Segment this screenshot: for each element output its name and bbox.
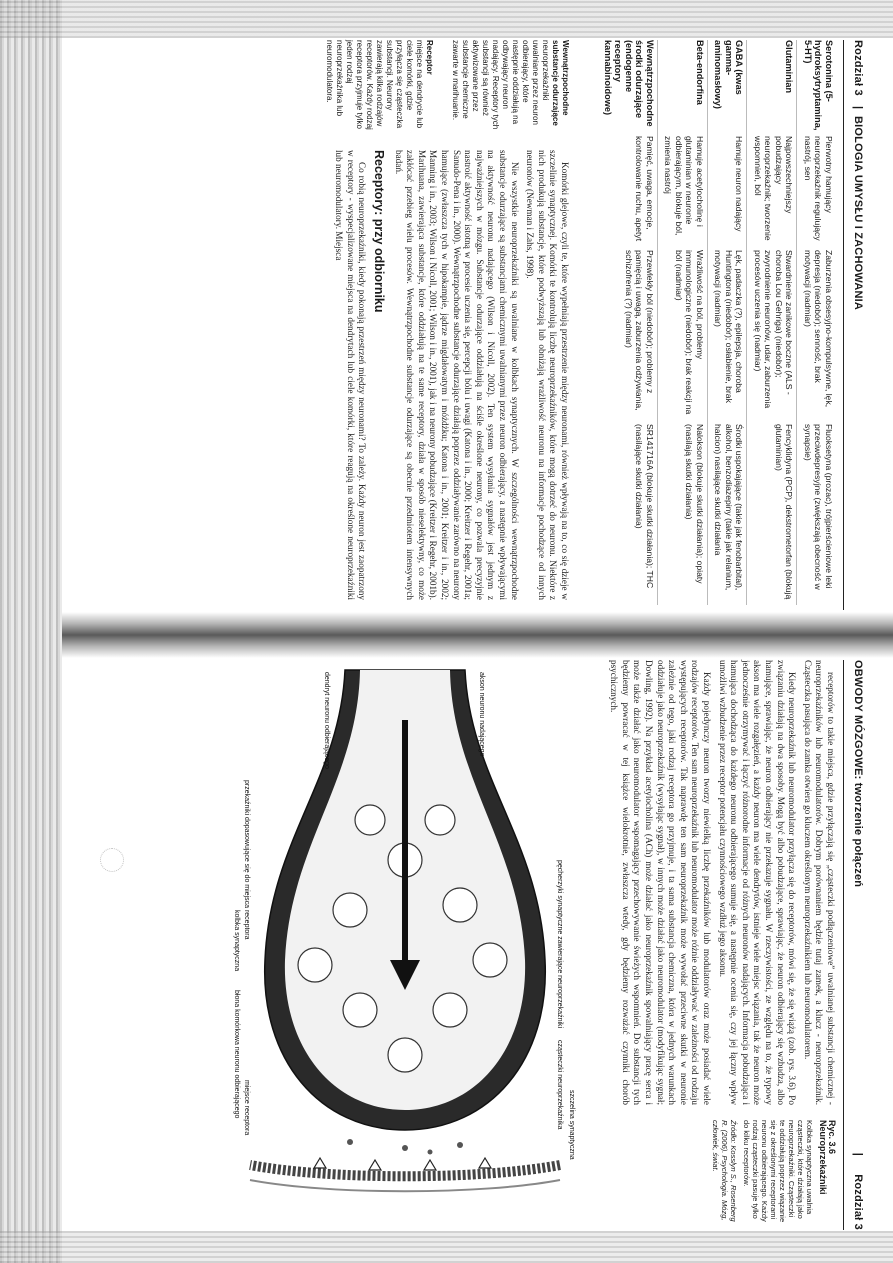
nt-function: Pamięć, uwaga, emocje, kontrolowanie ruchu, apetyt: [598, 136, 658, 250]
nt-drugs: Fencyklidyna (PCP), dekstrometorfan (blokują glutaminian): [747, 424, 797, 605]
paragraph: Nie wszystkie neuroprzekaźniki są uwalniane w kolbkach synaptycznych. W szczególności wewnątrzpochodne substancje odurzające są substancjami chemicznymi uwalnianymi przez neuron odbierający, a następnie wpływającymi na aktywność neuronu nadającego (Wilson i Nicoll, 2002). Ten system wysyłania sygnałów jest jednym z najważniejszych w mózgu. Substancje odurzające oddziałują na ściśle określone neurony, co pozwala precyzyjnie nastroić aktywność istotną w procesie uczenia się, percepcji bólu i uwagi (Katona i in., 2000; Kreitzer i Regehr, 2001a; Sanudo-Pena i in., 2000). Wewnątrzpochodne substancje odurzające działają poprzez oddziaływanie zarówno na neurony hamujące (zwłaszcza tych w hipokampie, jądrze migdałowatym i móżdżku; Katona i in., 2001; Kreitzer i in., 2002; Manning i in., 2003; Wilson i Nicoll, 2001; Wilson i in., 2001), jak i na neurony pobudzające (Kreitzer i Regehr, 2001b). Marihuana, zawierająca substancje, które oddziałują na te same receptory, działa w sposób nieselektywny, co może zakłócać przebieg wielu procesów. Wewnątrzpochodne substancje odurzające są obecnie przedmiotem intensywnych badań.: [393, 150, 520, 600]
label-membrane: błona komórkowa neuronu odbierającego: [233, 990, 240, 1119]
table-row: [658, 40, 708, 605]
vesicle: [433, 993, 467, 1027]
molecule: [457, 1142, 463, 1148]
header-separator: |: [852, 106, 864, 110]
paragraph: Każdy pojedynczy neuron tworzy niewielką liczbę przekaźników lub modulatorów oraz może posiadać wiele rodzajów receptorów. Ten sam neuroprzekaźnik lub neuromodulator może różnie oddziaływać w zależności od rodzaju występujących receptorów. Tak naprawdę ten sam neuroprzekaźnik może wywołać przeciwne skutki w neuronie zależnie od tego, jaki rodzaj receptora go przyjmuje, i ta sama substancja chemiczna, która w jednych warunkach oddziałuje jako neuroprzekaźnik (wysyłając sygnał), w innych może działać jako neuromodulator (modyfikując sygnał; Dowling, 1992). Na przykład acetylocholina (ACh) może działać jako neuroprzekaźnik spowalniający pracę serca i może także działać jako neuromodulator wspomagający przechowywanie świeżych wspomnień. Do substancji tych będziemy powracać w tej książce wielokrotnie, zwłaszcza wtedy, gdy będziemy rozważać czynniki chorób psychicznych.: [609, 660, 713, 1105]
nt-name: Wewnątrzpochodne środki odurzające (endogenne receptory kannabinoidowe): [598, 40, 658, 136]
running-head: [844, 40, 870, 610]
receptor-site: [314, 1158, 326, 1168]
running-head: [844, 660, 870, 1230]
pencil-mark: [100, 848, 124, 872]
nt-function: Najpowszechniejszy pobudzający neuroprzekaźnik; tworzenie wspomnień, ból: [747, 136, 797, 250]
nt-function: Pierwotny hamujący neuroprzekaźnik regulujący nastrój, sen: [803, 136, 834, 241]
vesicle: [343, 993, 377, 1027]
vesicle: [425, 805, 455, 835]
nt-disorders: Stwardnienie zanikowe boczne (ALS - choroba Lou Gehriga) (niedobór); zwyrodnienie neuronów, udar, zaburzenia procesów uczenia się (nadmiar): [747, 250, 797, 424]
nt-name: GABA (kwas gamma-aminomasłowy): [708, 40, 748, 136]
receptor-site: [424, 1160, 436, 1170]
figure-number: Ryc. 3.6: [827, 1120, 837, 1155]
vesicle: [355, 805, 385, 835]
table-row: [708, 40, 748, 605]
glossary-term: Wewnątrzpochodne substancje odurzające: [551, 40, 570, 126]
nt-drugs: Środki uspokajające (takie jak fenobarbital), alkohol, benzodiazepiny (takie jak relanium, halcion) nasilające skutki działania: [708, 424, 748, 605]
scan-edge-bottom: [0, 1231, 893, 1263]
body-text: [329, 150, 570, 600]
paragraph: receptorów to takie miejsca, gdzie przyłączają się „cząsteczki podłączeniowe” uwalnianej substancji chemicznej - neuroprzekaźników lub neuromodulatorów. Dobrym porównaniem będzie tutaj zamek, a klucz - neuroprzekaźnik. Cząsteczka pasująca do zamka otwiera go kluczem określonym neuroprzekaźnikiem lub neuromodulatorem.: [802, 660, 836, 1105]
neurotransmitter-table: [598, 40, 837, 605]
figure-title: Neuroprzekaźniki: [818, 1120, 828, 1195]
glossary-sidebar: [308, 40, 570, 135]
chapter-title: BIOLOGIA UMYSŁU I ZACHOWANIA: [852, 116, 864, 311]
paragraph: Komórki glejowe, czyli te, które wypełniają przestrzenie między neuronami, również wpływają na to, co się dzieje w szczelinie synaptycznej. Komórki te kontrolują liczbę neuroprzekaźników, które mogą dotrzeć do neuronu. Niektóre z nich produkują substancje, które podwyższają lub obniżają wrażliwość neuronu na informacje pochodzące od innych neuronów (Newman i Zahs, 1998).: [525, 150, 570, 600]
nt-name: Serotonina (5-hydroksytryptamina, 5-HT): [803, 40, 834, 131]
scan-edge-top: [0, 0, 893, 38]
nt-drugs: Nalokson (blokuje skutki działania); opiaty (nasilają skutki działania): [658, 424, 708, 605]
chapter-label: Rozdział 3: [852, 40, 864, 96]
vesicle: [298, 948, 332, 982]
glossary-term: Receptor: [425, 40, 434, 75]
nt-disorders: Przewlekły ból (niedobór); problemy z pamięcią i uwagą, zaburzenia odżywiania, schizofrenia (?) (nadmiar): [598, 250, 658, 424]
nt-drugs: Fluoksetyna (prozac), trójpierścieniowe leki przeciwdepresyjne (zwiększają obecność w synapsie): [803, 424, 834, 590]
label-terminal-button: kolbka synaptyczna: [233, 910, 240, 972]
nt-disorders: Zaburzenia obsesyjno-kompulsywne, lęk, depresja (niedobór); senność, brak motywacji (nadmiar): [803, 250, 834, 408]
table-row: [797, 40, 836, 605]
vesicle: [333, 893, 367, 927]
molecule: [428, 1150, 433, 1155]
body-text: [604, 660, 836, 1105]
figure-caption: [711, 1120, 836, 1225]
book-gutter: [62, 612, 893, 658]
nt-disorders: Wrażliwość na ból, problemy immunologiczne (niedobór); brak reakcji na ból (nadmiar): [658, 250, 708, 424]
nt-disorders: Lęk, padaczka (?), epilepsja, choroba Huntingtona (niedobór); osłabienie, brak motywacji (nadmiar): [708, 250, 748, 424]
page-left-chapter-3: [70, 40, 870, 610]
page-right-chapter-3: [70, 660, 870, 1230]
table-row: [747, 40, 797, 605]
glossary-entry: [324, 40, 434, 135]
label-axon-sending: akson neuronu nadającego: [478, 672, 485, 757]
nt-function: Hamuje acetylocholinę i glutaminian w neuronie odbierającym, blokuje ból, zmienia nastrój: [658, 136, 708, 250]
scan-edge-left: [0, 0, 62, 1263]
figure-caption-text: Kolbka synaptyczna uwalnia cząsteczki, które działają jako neuroprzekaźniki. Cząsteczki te oddziałują poprzez wiązanie się z określonymi receptorami neuronu odbierającego. Każdy rodzaj cząsteczki pasuje tylko do kilku receptorów.: [742, 1120, 814, 1223]
chapter-title: OBWODY MÓZGOWE: tworzenie połączeń: [852, 660, 864, 888]
glossary-definition: miejsce na dendrycie lub ciele komórki, gdzie przyłącza się cząsteczka substancji. Neurony zawierają kilka rodzajów receptorów. Każdy rodzaj receptora przyjmuje tylko jeden rodzaj neuroprzekaźnika lub neuromodulatora.: [325, 40, 424, 130]
label-molecules: cząsteczki neuroprzekaźnika: [556, 1040, 563, 1130]
header-separator: |: [852, 1152, 864, 1156]
receptor-sites: [314, 1158, 491, 1170]
nt-name: Beta-endorfina: [658, 40, 708, 136]
table-row: [598, 40, 658, 605]
vesicle: [388, 1038, 422, 1072]
header-rule: [843, 40, 844, 610]
receptor-site: [369, 1160, 381, 1170]
label-dendrite: dendryt neuronu odbierającego: [323, 672, 330, 769]
vesicle: [443, 888, 477, 922]
label-receptor-site: miejsce receptora: [243, 1080, 250, 1136]
receptor-site: [479, 1158, 491, 1168]
chapter-label: Rozdział 3: [852, 1174, 864, 1230]
glossary-definition: neuroprzekaźniki uwalniane przez neuron odbierający, które następnie oddziałują na odbywający neuron nadający. Receptory tych substancji są również aktywizowane przez substancje chemiczne zawarte w marihuanie.: [451, 40, 550, 130]
figure-credit: Źródło: Kosslyn S., Rosenberg R. (2006). Psychologia. Mózg, człowiek, świat.: [711, 1120, 738, 1222]
neurotransmitter-molecules: [347, 1139, 463, 1155]
nt-drugs: SR141716A (blokuje skutki działania); THC (nasilające skutki działania): [598, 424, 658, 605]
paragraph: Kiedy neuroprzekaźnik lub neuromodulator przyłącza się do receptorów, mówi się, że się wiążą (zob. rys. 3.6). Po związaniu działają na dwa sposoby. Mogą być albo pobudzające, sprawiając, że neuron odbierający się wzbudza, albo hamujące, sprawiając, że neuron odbierający nie przekazuje sygnału. W rzeczywistości, ze względu na to, że typowy akson ma wiele rozgałęzień, a każdy neuron ma wiele dendrytów, istnieje wiele miejsc wiązania, tak że neuron może jednocześnie otrzymywać i łączyć różnorodne informacje od różnych neuronów nadających. Informacja pobudzająca i hamująca dochodząca do każdego neuronu odbierającego sumuje się, a następnie ocenia się, czy jej łączny wpływ umożliwi wzbudzenie przez receptor potencjału czynnościowego wzdłuż jego aksonu.: [717, 660, 798, 1105]
nt-name: Glutaminian: [747, 40, 797, 136]
molecule: [402, 1145, 408, 1151]
label-vesicles: pęcherzyki synaptyczne zawierające neuroprzekaźniki: [556, 860, 563, 1029]
section-heading: Receptory: przy odbiorniku: [372, 150, 387, 313]
label-bound: przekaźniki dopasowujące się do miejsca receptora: [243, 780, 250, 940]
glossary-entry: [450, 40, 570, 135]
molecule: [347, 1139, 353, 1145]
receiving-membrane: [250, 1165, 560, 1176]
paragraph: Co robią neuroprzekaźniki, kiedy pokonają przestrzeń między neuronami? To zależy. Każdy neuron jest zaopatrzony w receptory - wyspecjalizowane miejsca na dendrytach lub ciele komórki, które reagują na określone neuroprzekaźniki lub neuromodulatory. Miejsca: [334, 150, 368, 600]
header-rule: [843, 660, 844, 1230]
label-synaptic-cleft: szczelina synaptyczna: [568, 1090, 575, 1160]
nt-function: Hamuje neuron nadający: [708, 136, 748, 250]
synapse-diagram: [230, 660, 580, 1220]
vesicle: [473, 943, 507, 977]
